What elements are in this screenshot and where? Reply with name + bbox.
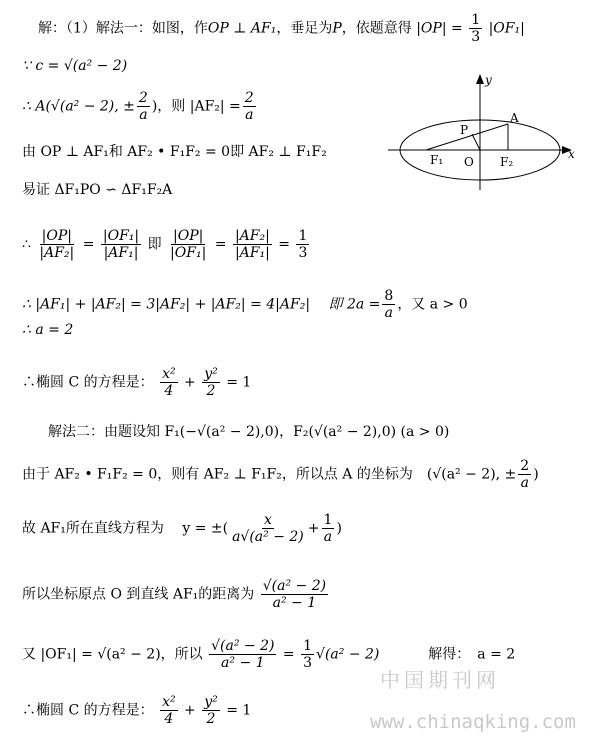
method1-line2: ∵ c = √(a² − 2) <box>22 58 128 74</box>
watermark-url: www.chinaqking.com <box>370 711 576 733</box>
line6-f3-den: |OF₁| <box>170 245 207 261</box>
line9-f2-den: 2 <box>206 383 216 399</box>
intro-mid: ，垂足为 <box>276 20 333 37</box>
line6-frac1 <box>37 228 76 261</box>
label-p: P <box>460 123 469 137</box>
m2-line6-end: = 1 <box>226 702 252 719</box>
m2-line2-frac-num: 2 <box>520 458 530 474</box>
intro-eq-right: |OF₁| <box>488 20 525 37</box>
line9-frac1 <box>160 366 178 399</box>
method2-line4 <box>22 578 330 611</box>
line6-eq2: = <box>214 236 227 253</box>
m2-line6-f1-num: x² <box>162 694 176 710</box>
line6-frac3 <box>168 228 208 261</box>
y-axis-arrow-icon <box>476 74 484 84</box>
m2-line3-f1-num: x <box>263 512 272 528</box>
m2-line6-f2-num: y² <box>204 694 218 710</box>
line7-frac-den: a <box>384 305 394 321</box>
m2-line5-frac1 <box>209 638 276 671</box>
line9-f1-num: x² <box>162 366 176 382</box>
label-o: O <box>464 155 474 169</box>
method2-line2 <box>22 458 539 491</box>
m2-line3-plus: + <box>307 520 320 537</box>
line6-f1-num: |OP| <box>41 228 72 244</box>
line3-mid: )，则 |AF₂| = <box>151 98 241 115</box>
line7-end: ，又 a > 0 <box>397 296 468 313</box>
line6-f5-num: 1 <box>298 228 308 244</box>
intro-prefix: 解：（1）解法一：如图，作 <box>38 20 208 37</box>
ellipse-figure <box>384 72 584 192</box>
m2-line3-frac2 <box>322 512 335 545</box>
m2-line6-frac1 <box>160 694 178 727</box>
m2-line5-f2-num: 1 <box>303 638 313 654</box>
intro-frac-den: 3 <box>471 29 481 45</box>
method1-line7 <box>22 288 468 321</box>
m2-line5-frac2 <box>301 638 314 671</box>
m2-line5-after: √(a² − 2) <box>316 646 380 663</box>
m2-line2-end: ) <box>533 466 539 483</box>
segment-op <box>472 134 480 150</box>
method1-line5: 易证 ΔF₁PO ∽ ΔF₁F₂A <box>22 182 173 198</box>
line7-frac <box>382 288 395 321</box>
method1-intro <box>38 12 525 45</box>
line3-frac-num: 2 <box>138 90 148 106</box>
method2-line3 <box>22 512 342 545</box>
m2-line3-prefix: 故 AF₁所在直线方程为 y = ±( <box>22 520 229 537</box>
line9-plus: + <box>184 374 196 391</box>
line6-frac2 <box>101 228 141 261</box>
m2-line4-frac-num: √(a² − 2) <box>262 578 327 594</box>
m2-line3-f2-den: a <box>323 529 333 545</box>
method1-line9 <box>22 366 251 399</box>
m2-line2-frac <box>518 458 531 491</box>
line6-f5-den: 3 <box>298 245 308 261</box>
line9-f2-num: y² <box>204 366 218 382</box>
line6-frac4 <box>233 228 272 261</box>
label-f2: F₂ <box>500 155 514 169</box>
line7-frac-num: 8 <box>384 288 394 304</box>
label-x: x <box>568 147 575 161</box>
line3-frac2-num: 2 <box>244 90 254 106</box>
m2-line6-f2-den: 2 <box>206 711 216 727</box>
m2-line6-plus: + <box>184 702 196 719</box>
m2-line2-prefix: 由于 AF₂ • F₁F₂ = 0，则有 AF₂ ⊥ F₁F₂，所以点 A 的坐标为 (√(a² − 2), ± <box>22 466 517 483</box>
watermark-chinese: 中国期刊网 <box>380 668 500 692</box>
m2-line3-frac1 <box>230 512 306 545</box>
m2-line3-f2-num: 1 <box>323 512 333 528</box>
intro-frac-num: 1 <box>471 12 481 28</box>
m2-line4-frac-den: a² − 1 <box>272 595 317 611</box>
label-y: y <box>485 73 492 87</box>
line9-f1-den: 4 <box>164 383 174 399</box>
m2-line3-f1-den: a√(a² − 2) <box>232 529 304 545</box>
line9-prefix: ∴椭圆 C 的方程是： <box>22 374 154 391</box>
line6-ji: 即 <box>147 236 162 253</box>
line6-f4-num: |AF₂| <box>234 228 270 244</box>
line6-eq1: = <box>82 236 95 253</box>
intro-p: P <box>332 20 342 37</box>
line6-f2-num: |OF₁| <box>102 228 140 244</box>
label-a: A <box>510 111 519 125</box>
m2-line6-frac2 <box>202 694 220 727</box>
line6-f3-num: |OP| <box>173 228 204 244</box>
line3-frac <box>137 90 150 123</box>
m2-line3-end: ) <box>336 520 342 537</box>
line7-prefix: ∴ |AF₁| + |AF₂| = 3|AF₂| + |AF₂| = 4|AF₂| 即 2a = <box>22 296 381 313</box>
line9-end: = 1 <box>226 374 252 391</box>
line9-frac2 <box>202 366 220 399</box>
m2-line2-frac-den: a <box>520 475 529 491</box>
method2-line6 <box>22 694 251 727</box>
m2-line6-prefix: ∴椭圆 C 的方程是： <box>22 702 154 719</box>
intro-eq-sign: = <box>451 20 463 37</box>
line6-f1-den: |AF₂| <box>39 245 75 261</box>
method2-line1: 解法二：由题设知 F₁(−√(a² − 2),0)，F₂(√(a² − 2),0) (a > 0) <box>48 424 450 440</box>
m2-line6-f1-den: 4 <box>164 711 174 727</box>
line3-frac-den: a <box>139 107 148 123</box>
method1-line8: ∴ a = 2 <box>22 322 74 338</box>
line6-f4-den: |AF₁| <box>234 245 270 261</box>
method1-line6 <box>22 228 311 261</box>
line6-frac5 <box>296 228 309 261</box>
method1-line3 <box>22 90 258 123</box>
m2-line5-f2-den: 3 <box>303 655 313 671</box>
line6-eq3: = <box>278 236 290 253</box>
line6-prefix: ∴ <box>22 236 31 253</box>
intro-fraction <box>469 12 482 45</box>
line3-frac2-den: a <box>245 107 254 123</box>
m2-line4-frac <box>261 578 328 611</box>
m2-line5-f1-den: a² − 1 <box>221 655 265 671</box>
m2-line5-solve: 解得： a = 2 <box>428 646 516 663</box>
m2-line5-eq: = <box>282 646 295 663</box>
line3-frac2 <box>243 90 256 123</box>
line3-prefix: ∴ A(√(a² − 2), ± <box>22 98 135 115</box>
intro-op-af1: OP ⊥ AF₁ <box>207 20 277 37</box>
intro-end: ，依题意得 <box>341 20 412 37</box>
m2-line4-prefix: 所以坐标原点 O 到直线 AF₁的距离为 <box>22 586 255 603</box>
m2-line5-prefix: 又 |OF₁| = √(a² − 2)，所以 <box>22 646 203 663</box>
label-f1: F₁ <box>430 153 444 167</box>
m2-line5-f1-num: √(a² − 2) <box>211 638 275 654</box>
method1-line4: 由 OP ⊥ AF₁和 AF₂ • F₁F₂ = 0即 AF₂ ⊥ F₁F₂ <box>22 144 327 160</box>
line6-f2-den: |AF₁| <box>103 245 139 261</box>
intro-eq-left: |OP| <box>416 20 447 37</box>
